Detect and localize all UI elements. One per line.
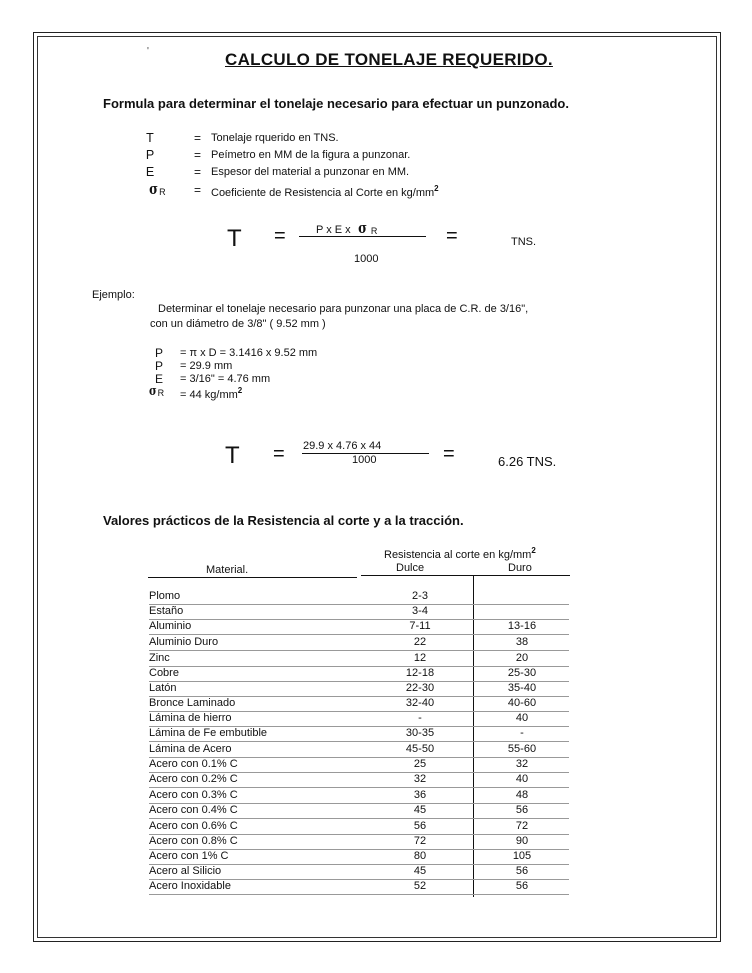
- def-symbol-p: P: [145, 148, 155, 162]
- table-row: Acero con 0.8% C 72 90: [149, 835, 569, 850]
- table-row: Cobre 12-18 25-30: [149, 667, 569, 682]
- step-symbol-p: P: [154, 359, 163, 373]
- def-equals: =: [194, 131, 202, 145]
- table-row: Lámina de Fe embutible 30-35 -: [149, 727, 569, 742]
- header-rule-material: [148, 577, 357, 578]
- formula-fraction-bar: [299, 236, 426, 237]
- table-row: Aluminio Duro 22 38: [149, 636, 569, 651]
- def-equals: =: [194, 148, 202, 162]
- stray-mark: ': [147, 46, 149, 57]
- formula-numerator: P x E x σ R: [316, 219, 378, 237]
- formula-equals-2: =: [446, 225, 458, 247]
- table-row: Acero Inoxidable 52 56: [149, 880, 569, 895]
- table-row: Bronce Laminado 32-40 40-60: [149, 697, 569, 712]
- def-text-p: Peímetro en MM de la figura a punzonar.: [211, 149, 411, 161]
- table-row: Acero con 0.4% C 45 56: [149, 804, 569, 819]
- table-row: Lámina de Acero 45-50 55-60: [149, 743, 569, 758]
- def-equals: =: [194, 165, 202, 179]
- table-row: Acero con 0.6% C 56 72: [149, 820, 569, 835]
- table-group-header: Resistencia al corte en $kg/mm^2$: [384, 546, 536, 561]
- sigma-symbol: σR: [148, 384, 165, 399]
- table-row: Latón 22-30 35-40: [149, 682, 569, 697]
- col-header-duro: Duro: [508, 562, 532, 574]
- calc-equals: =: [273, 443, 285, 465]
- table-row: Acero al Silicio 45 56: [149, 865, 569, 880]
- header-rule-values: [361, 575, 570, 576]
- col-header-dulce: Dulce: [396, 562, 425, 574]
- calc-result: 6.26 TNS.: [498, 454, 557, 469]
- def-symbol-t: T: [146, 131, 154, 145]
- step-text: = 44 $kg/mm^2$: [180, 386, 243, 401]
- def-equals: =: [194, 183, 202, 197]
- step-text: = π x D = 3.1416 x 9.52 mm: [180, 347, 318, 359]
- formula-equals: =: [274, 225, 286, 247]
- formula-heading: Formula para determinar el tonelaje necesario para efectuar un punzonado.: [103, 96, 569, 111]
- step-text: = 29.9 mm: [180, 360, 233, 372]
- formula-lhs: T: [227, 225, 242, 252]
- calc-lhs: T: [225, 442, 240, 469]
- table-row: Acero con 1% C 80 105: [149, 850, 569, 865]
- calc-numerator: 29.9 x 4.76 x 44: [303, 440, 382, 452]
- def-symbol-e: E: [145, 165, 155, 179]
- step-symbol-e: E: [154, 372, 163, 386]
- step-symbol-p: P: [154, 346, 163, 360]
- calc-denominator: 1000: [352, 454, 377, 466]
- page-title: CALCULO DE TONELAJE REQUERIDO.: [225, 50, 553, 69]
- table-row: Aluminio 7-11 13-16: [149, 620, 569, 635]
- table-heading: Valores prácticos de la Resistencia al corte y a la tracción.: [103, 513, 464, 528]
- table-row: Lámina de hierro - 40: [149, 712, 569, 727]
- def-text-sigma: Coeficiente de Resistencia al Corte en $kg/mm^2$: [211, 184, 439, 199]
- def-text-t: Tonelaje rquerido en TNS.: [211, 132, 339, 144]
- step-text: = 3/16" = 4.76 mm: [180, 373, 271, 385]
- def-text-e: Espesor del material a punzonar en MM.: [211, 166, 410, 178]
- table-row: Estaño 3-4: [149, 605, 569, 620]
- formula-denominator: 1000: [354, 253, 379, 265]
- example-line-2: con un diámetro de 3/8" ( 9.52 mm ): [150, 318, 326, 330]
- example-label: Ejemplo:: [92, 289, 135, 301]
- table-row: Zinc 12 20: [149, 652, 569, 667]
- table-row: Plomo 2-3: [149, 590, 569, 605]
- sigma-symbol: σR: [149, 180, 166, 198]
- table-row: Acero con 0.1% C 25 32: [149, 758, 569, 773]
- formula-result-unit: TNS.: [511, 236, 537, 248]
- table-row: Acero con 0.2% C 32 40: [149, 773, 569, 788]
- calc-equals-2: =: [443, 443, 455, 465]
- example-line-1: Determinar el tonelaje necesario para punzonar una placa de C.R. de 3/16",: [158, 303, 529, 315]
- table-row: Acero con 0.3% C 36 48: [149, 789, 569, 804]
- col-header-material: Material.: [206, 564, 249, 576]
